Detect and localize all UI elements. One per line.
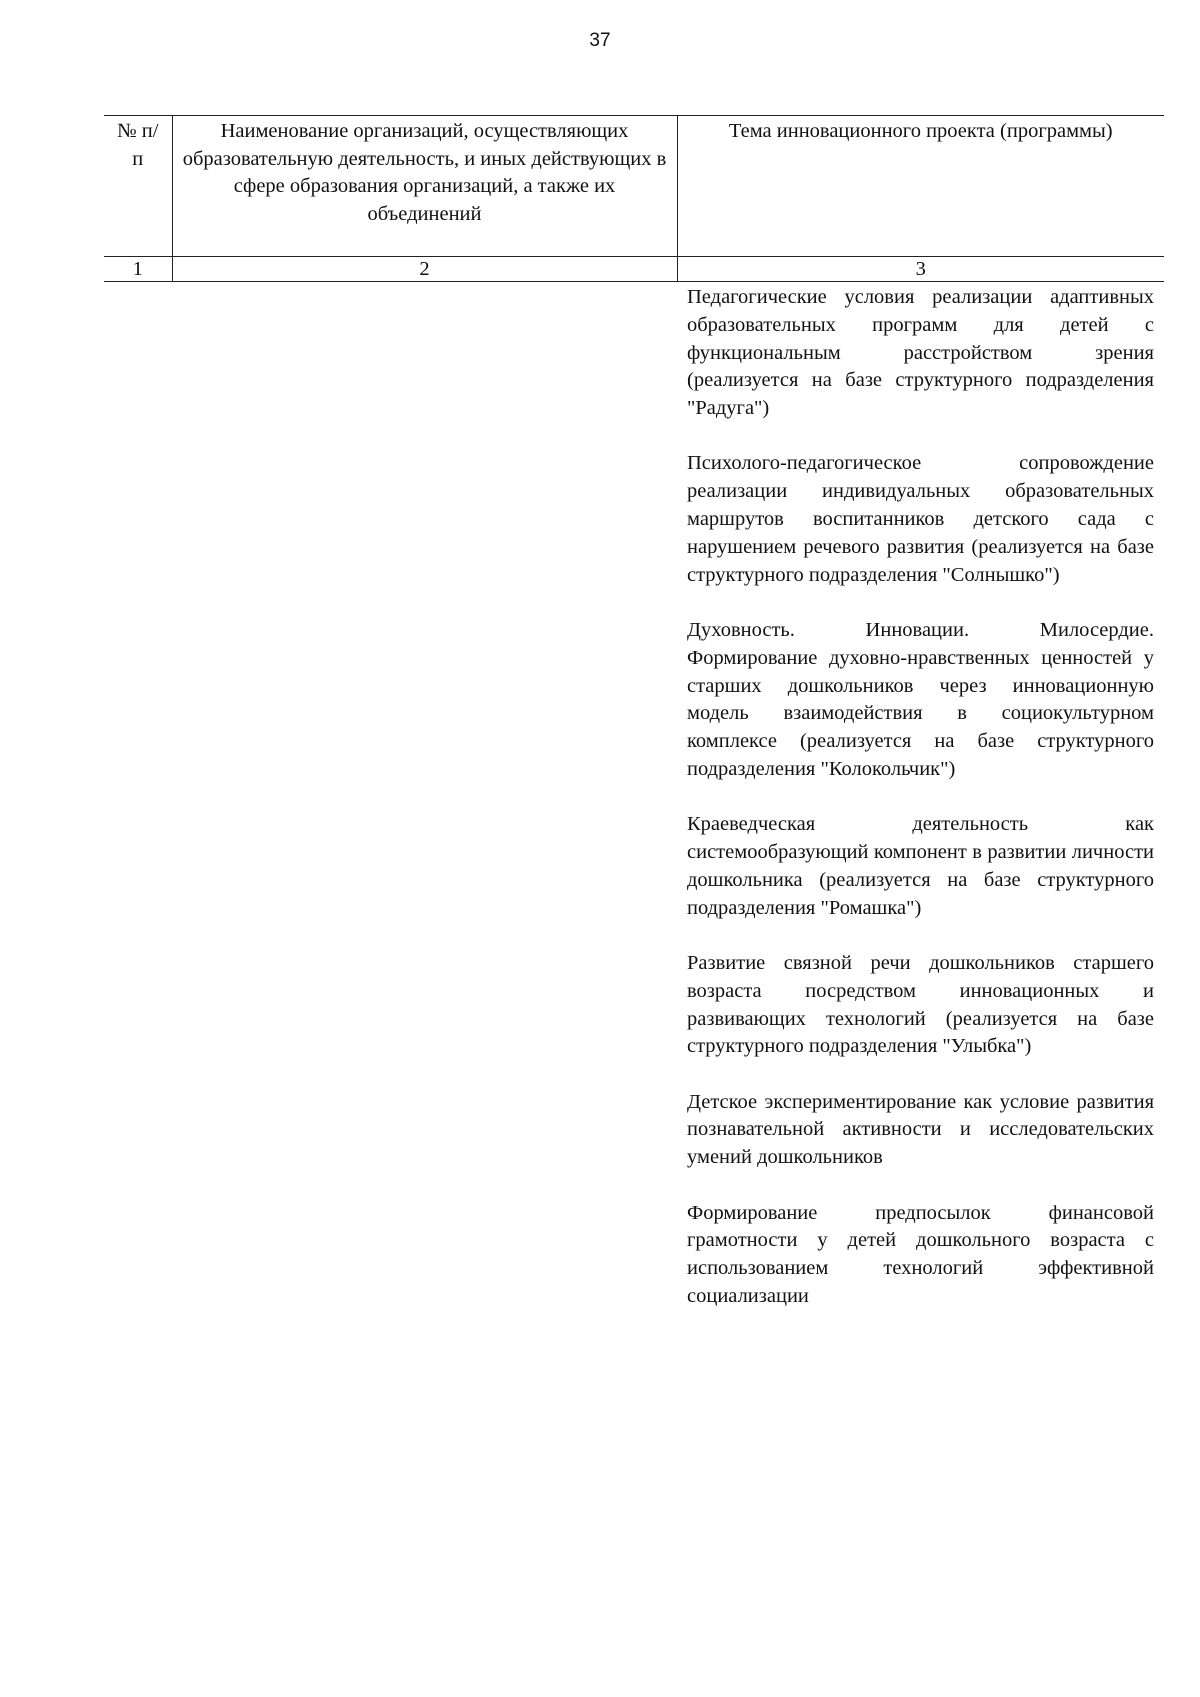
number-cell [104,282,172,1339]
header-number: № п/п [104,116,172,257]
project-topic: Педагогические условия реализации адаптивных образовательных программ для детей с функциональным расстройством зрения (реализуется на базе структурного подразделения "Радуга") [687,286,1154,420]
project-topic: Духовность. Инновации. Милосердие. Формирование духовно-нравственных ценностей у старших дошкольников через инновационную модель взаимодействия в социокультурном комплексе (реализуется на базе структурного подразделения "Колокольчик") [687,618,1154,780]
header-organization-name: Наименование организаций, осуществляющих образовательную деятельность, и иных действующих в сфере образования организаций, а также их объединений [172,116,677,257]
project-topic: Формирование предпосылок финансовой грамотности у детей дошкольного возраста с использованием технологий эффективной социализации [687,1201,1154,1307]
table-header-row [104,116,1164,257]
page-number: 37 [589,30,611,51]
project-topic: Краеведческая деятельность как системообразующий компонент в развитии личности дошкольника (реализуется на базе структурного подразделения "Ромашка") [687,813,1154,919]
column-number-1: 1 [104,257,172,282]
column-number-2: 2 [172,257,677,282]
header-project-topic: Тема инновационного проекта (программы) [677,116,1164,257]
organization-cell [172,282,677,1339]
column-numbers-row [104,257,1164,282]
table-row [104,282,1164,1339]
column-number-3: 3 [677,257,1164,282]
project-topic: Развитие связной речи дошкольников старшего возраста посредством инновационных и развивающих технологий (реализуется на базе структурного подразделения "Улыбка") [687,951,1154,1058]
topics-list [677,282,1164,1311]
project-topic: Психолого-педагогическое сопровождение реализации индивидуальных образовательных маршрутов воспитанников детского сада с нарушением речевого развития (реализуется на базе структурного подразделения "Солнышко") [687,452,1154,586]
innovation-projects-table [104,115,1164,1338]
project-topic: Детское экспериментирование как условие развития познавательной активности и исследовательских умений дошкольников [687,1090,1154,1169]
topics-cell [677,282,1164,1339]
